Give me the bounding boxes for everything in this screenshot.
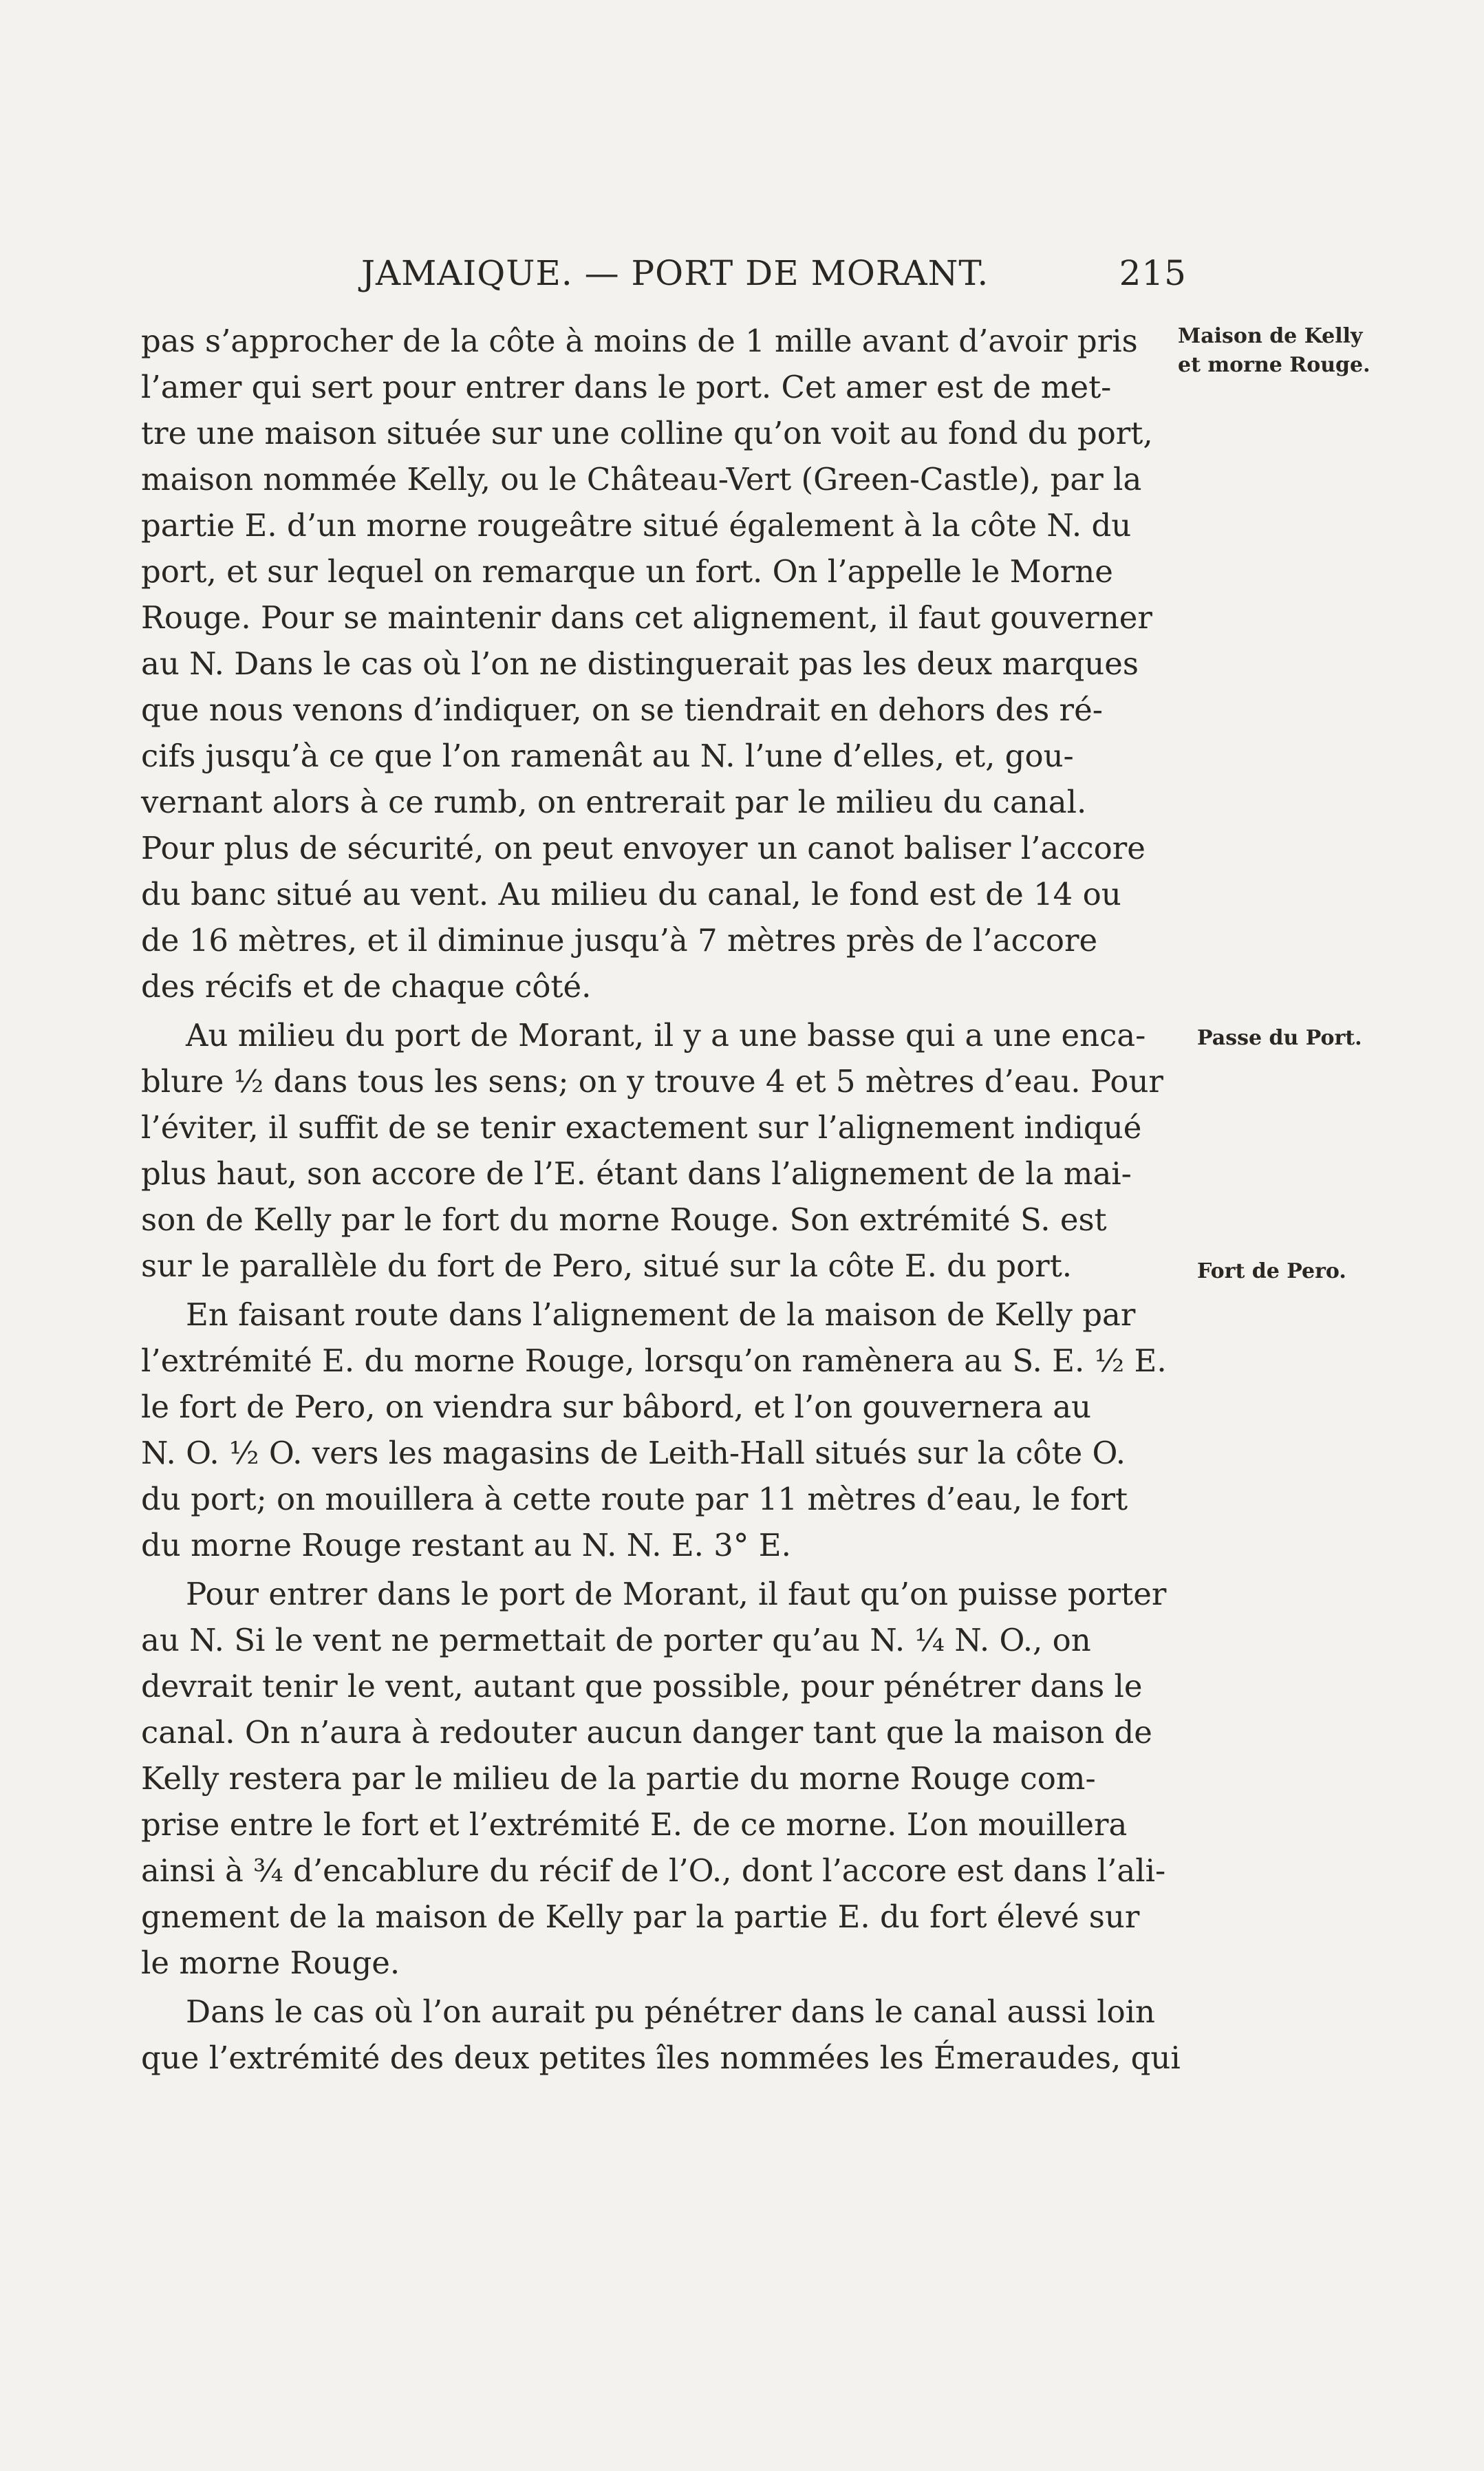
margin-note-line: Passe du Port. bbox=[1197, 1026, 1362, 1050]
text-line: canal. On n’aura à redouter aucun danger tant que la maison de bbox=[141, 1714, 1152, 1751]
text-line: Pour entrer dans le port de Morant, il faut qu’on puisse porter bbox=[186, 1576, 1167, 1612]
margin-note-line: et morne Rouge. bbox=[1178, 353, 1370, 377]
paragraph-3 bbox=[141, 1292, 1167, 1568]
text-line: l’éviter, il suffit de se tenir exactement sur l’alignement indiqué bbox=[141, 1109, 1142, 1146]
header-title: JAMAIQUE. — PORT DE MORANT. bbox=[361, 253, 989, 293]
text-line: des récifs et de chaque côté. bbox=[141, 968, 592, 1005]
text-line: du morne Rouge restant au N. N. E. 3° E. bbox=[141, 1527, 791, 1563]
text-line: En faisant route dans l’alignement de la maison de Kelly par bbox=[186, 1296, 1136, 1333]
text-line: N. O. ½ O. vers les magasins de Leith-Hall situés sur la côte O. bbox=[141, 1435, 1126, 1471]
text-line: tre une maison située sur une colline qu’on voit au fond du port, bbox=[141, 415, 1153, 451]
text-line: Kelly restera par le milieu de la partie du morne Rouge com- bbox=[141, 1760, 1096, 1797]
page-number: 215 bbox=[1119, 253, 1187, 293]
text-line: que nous venons d’indiquer, on se tiendrait en dehors des ré- bbox=[141, 692, 1103, 728]
margin-note-line: Fort de Pero. bbox=[1197, 1259, 1346, 1283]
text-line: sur le parallèle du fort de Pero, situé sur la côte E. du port. bbox=[141, 1248, 1073, 1284]
paragraph-4 bbox=[141, 1571, 1167, 1986]
paragraph-2 bbox=[141, 1012, 1163, 1289]
text-line: Rouge. Pour se maintenir dans cet alignement, il faut gouverner bbox=[141, 599, 1152, 636]
paragraph-1 bbox=[141, 318, 1152, 1009]
text-line: le fort de Pero, on viendra sur bâbord, et l’on gouvernera au bbox=[141, 1389, 1092, 1425]
text-line: port, et sur lequel on remarque un fort. On l’appelle le Morne bbox=[141, 553, 1113, 590]
text-line: du banc situé au vent. Au milieu du canal, le fond est de 14 ou bbox=[141, 876, 1121, 912]
margin-note-fort-de-pero bbox=[1197, 1257, 1346, 1286]
text-line: prise entre le fort et l’extrémité E. de ce morne. L’on mouillera bbox=[141, 1806, 1128, 1843]
text-line: vernant alors à ce rumb, on entrerait par le milieu du canal. bbox=[141, 784, 1087, 820]
paragraph-5 bbox=[141, 1989, 1181, 2081]
running-header bbox=[141, 253, 1187, 301]
text-line: Au milieu du port de Morant, il y a une basse qui a une enca- bbox=[186, 1017, 1146, 1053]
text-line: au N. Si le vent ne permettait de porter qu’au N. ¼ N. O., on bbox=[141, 1622, 1091, 1658]
text-line: que l’extrémité des deux petites îles nommées les Émeraudes, qui bbox=[141, 2040, 1181, 2076]
text-line: pas s’approcher de la côte à moins de 1 mille avant d’avoir pris bbox=[141, 323, 1138, 359]
text-line: le morne Rouge. bbox=[141, 1945, 400, 1981]
text-line: du port; on mouillera à cette route par 11 mètres d’eau, le fort bbox=[141, 1481, 1128, 1517]
text-line: partie E. d’un morne rougeâtre situé également à la côte N. du bbox=[141, 507, 1132, 544]
text-line: l’amer qui sert pour entrer dans le port. Cet amer est de met- bbox=[141, 369, 1112, 405]
text-line: plus haut, son accore de l’E. étant dans l’alignement de la mai- bbox=[141, 1155, 1132, 1192]
text-line: devrait tenir le vent, autant que possible, pour pénétrer dans le bbox=[141, 1668, 1143, 1704]
margin-note-passe-du-port bbox=[1197, 1024, 1362, 1053]
text-line: ainsi à ¾ d’encablure du récif de l’O., dont l’accore est dans l’ali- bbox=[141, 1852, 1166, 1889]
text-line: de 16 mètres, et il diminue jusqu’à 7 mètres près de l’accore bbox=[141, 922, 1098, 959]
margin-note-maison-de-kelly bbox=[1178, 322, 1370, 380]
text-line: Dans le cas où l’on aurait pu pénétrer dans le canal aussi loin bbox=[186, 1993, 1156, 2030]
main-text bbox=[141, 318, 1181, 2084]
text-line: cifs jusqu’à ce que l’on ramenât au N. l’une d’elles, et, gou- bbox=[141, 738, 1074, 774]
text-line: l’extrémité E. du morne Rouge, lorsqu’on ramènera au S. E. ½ E. bbox=[141, 1343, 1167, 1379]
text-line: maison nommée Kelly, ou le Château-Vert (Green-Castle), par la bbox=[141, 461, 1142, 498]
text-line: gnement de la maison de Kelly par la partie E. du fort élevé sur bbox=[141, 1898, 1140, 1935]
margin-note-line: Maison de Kelly bbox=[1178, 324, 1363, 348]
text-line: son de Kelly par le fort du morne Rouge. Son extrémité S. est bbox=[141, 1201, 1107, 1238]
text-line: blure ½ dans tous les sens; on y trouve 4 et 5 mètres d’eau. Pour bbox=[141, 1063, 1163, 1100]
text-line: au N. Dans le cas où l’on ne distinguerait pas les deux marques bbox=[141, 645, 1139, 682]
text-line: Pour plus de sécurité, on peut envoyer un canot baliser l’accore bbox=[141, 830, 1146, 866]
